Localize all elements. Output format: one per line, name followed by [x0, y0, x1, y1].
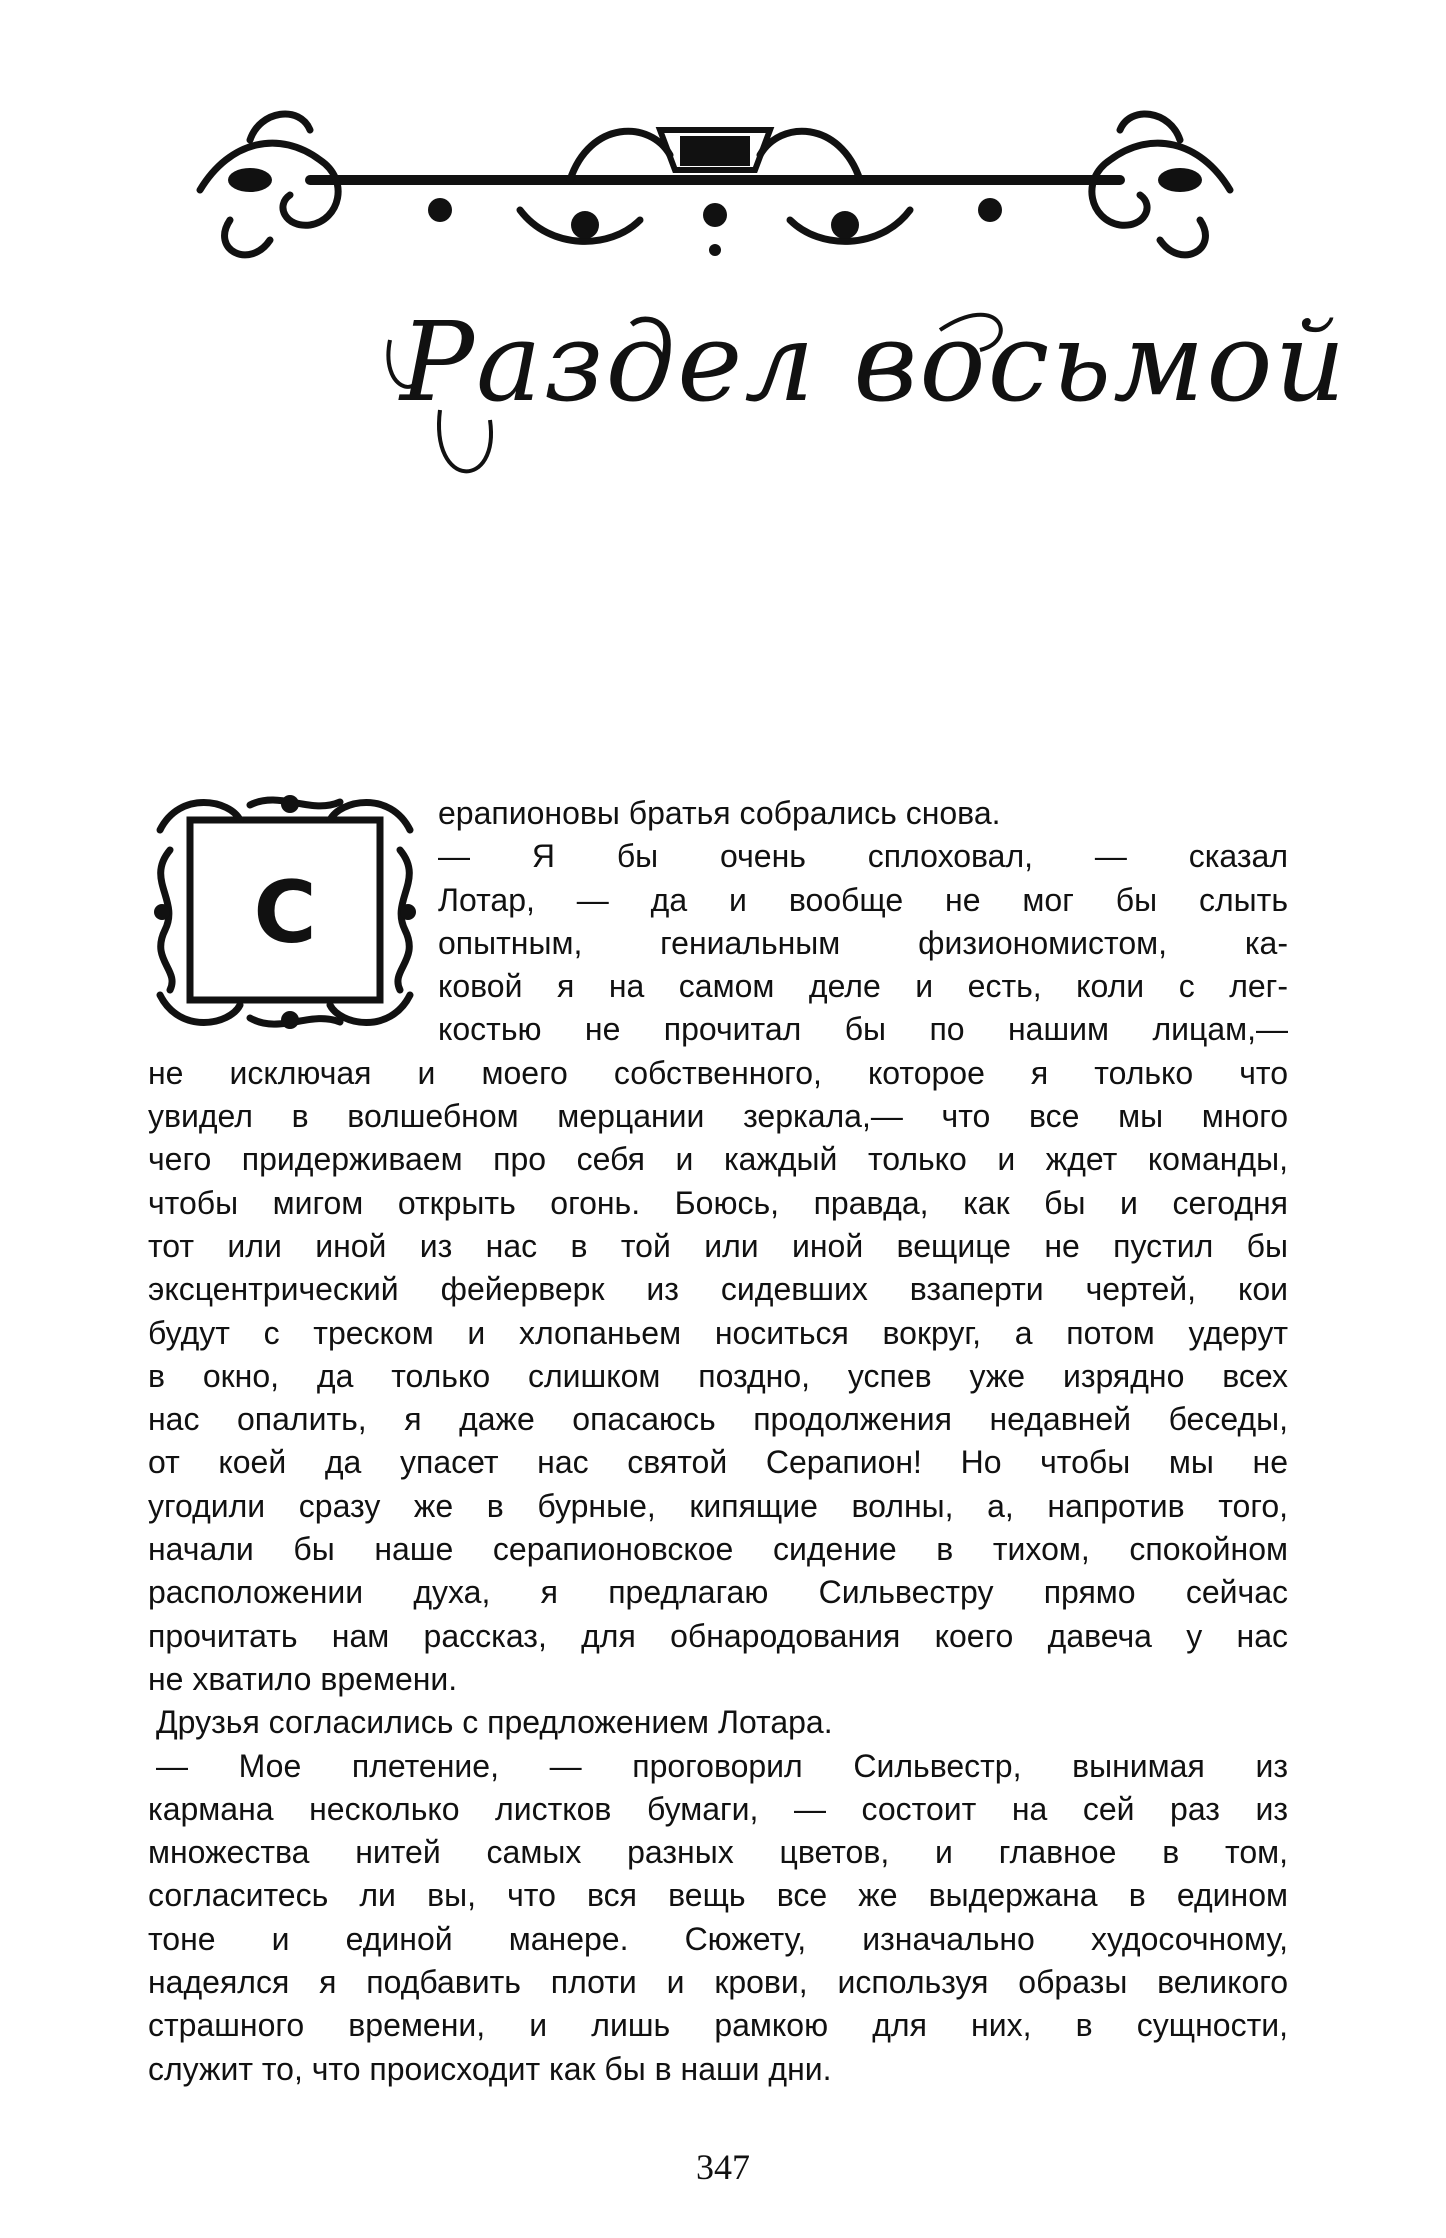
drop-cap-letter: С [253, 862, 317, 963]
text-line: чего придерживаем про себя и каждый только и ждет команды, [148, 1141, 1288, 1178]
text-line: кармана несколько листков бумаги, — состоит на сей раз из [148, 1790, 1288, 1827]
text-line: страшного времени, и лишь рамкою для них, в сущности, [148, 2007, 1288, 2044]
text-line: чтобы мигом открыть огонь. Боюсь, правда, как бы и сегодня [148, 1184, 1288, 1221]
text-line: будут с треском и хлопаньем носиться вокруг, а потом удерут [148, 1314, 1288, 1351]
text-line: согласитесь ли вы, что вся вещь все же выдержана в едином [148, 1877, 1288, 1914]
body-text [148, 792, 1288, 2091]
text-line: угодили сразу же в бурные, кипящие волны, а, напротив того, [148, 1487, 1288, 1524]
text-line: прочитать нам рассказ, для обнародования коего давеча у нас [148, 1617, 1288, 1654]
text-line: Друзья согласились с предложением Лотара. [156, 1704, 833, 1741]
text-line: опытным, гениальным физиономистом, ка- [438, 924, 1288, 961]
text-line: Лотар, — да и вообще не мог бы слыть [438, 881, 1288, 918]
text-line: костью не прочитал бы по нашим лицам,— [438, 1011, 1288, 1048]
text-line: в окно, да только слишком поздно, успев уже изрядно всех [148, 1357, 1288, 1394]
text-line: эксцентрический фейерверк из сидевших взаперти чертей, кои [148, 1271, 1288, 1308]
text-line: ковой я на самом деле и есть, коли с лег- [438, 968, 1288, 1005]
chapter-title [380, 270, 1348, 510]
text-line: — Я бы очень сплоховал, — сказал [438, 838, 1288, 875]
text-line: ерапионовы братья собрались снова. [438, 795, 1001, 831]
text-line: не исключая и моего собственного, которое я только что [148, 1054, 1288, 1091]
text-line: не хватило времени. [148, 1660, 458, 1697]
text-line: увидел в волшебном мерцании зеркала,— что все мы много [148, 1098, 1288, 1135]
text-line: множества нитей самых разных цветов, и главное в том, [148, 1834, 1288, 1871]
text-line: расположении духа, я предлагаю Сильвестру прямо сейчас [148, 1574, 1288, 1611]
text-line: служит то, что происходит как бы в наши дни. [148, 2050, 832, 2087]
text-line: тоне и единой манере. Сюжету, изначально худосочному, [148, 1920, 1288, 1957]
ornamental-headpiece [190, 100, 1240, 280]
text-line: — Мое плетение, — проговорил Сильвестр, вынимая из [156, 1747, 1288, 1784]
text-line: тот или иной из нас в той или иной вещице не пустил бы [148, 1227, 1288, 1264]
chapter-title-text: Раздел восьмой [400, 298, 1348, 426]
text-line: начали бы наше серапионовское сидение в тихом, спокойном [148, 1531, 1288, 1568]
page-number: 347 [696, 2147, 750, 2187]
text-line: надеялся я подбавить плоти и крови, используя образы великого [148, 1964, 1288, 2001]
text-line: нас опалить, я даже опасаюсь продолжения недавней беседы, [148, 1401, 1288, 1438]
text-line: от коей да упасет нас святой Серапион! Но чтобы мы не [148, 1444, 1288, 1481]
